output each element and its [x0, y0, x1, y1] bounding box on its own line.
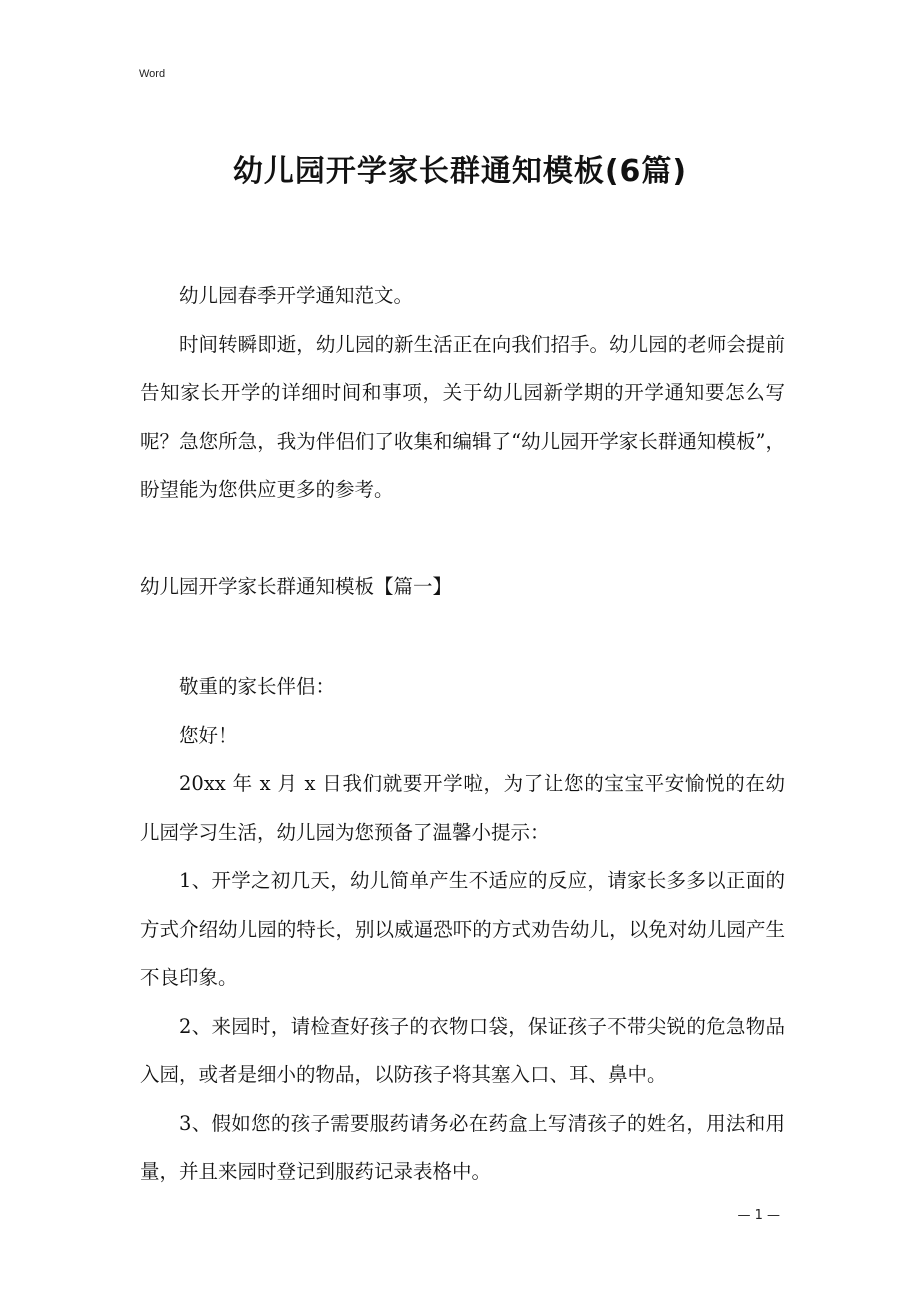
- letter-paragraph: 20xx 年 x 月 x 日我们就要开学啦，为了让您的宝宝平安愉悦的在幼儿园学习生活，幼儿园为您预备了温馨小提示：: [140, 772, 785, 844]
- letter-paragraph: 1、开学之初几天，幼儿简单产生不适应的反应，请家长多多以正面的方式介绍幼儿园的特长，别以威逼恐吓的方式劝告幼儿，以免对幼儿园产生不良印象。: [140, 869, 785, 989]
- letter-greeting: 您好！: [179, 723, 238, 747]
- section-spacer: [140, 515, 785, 563]
- letter-paragraph: 2、来园时，请检查好孩子的衣物口袋，保证孩子不带尖锐的危急物品入园，或者是细小的物品，以防孩子将其塞入口、耳、鼻中。: [140, 1014, 785, 1086]
- document-body: [140, 272, 785, 1197]
- section-heading: 幼儿园开学家长群通知模板【篇一】: [140, 574, 453, 598]
- header-label: Word: [139, 68, 166, 80]
- section-spacer: [140, 611, 785, 663]
- document-title: 幼儿园开学家长群通知模板(6篇): [232, 154, 688, 189]
- intro-paragraph: 幼儿园春季开学通知范文。: [179, 284, 414, 307]
- intro-paragraph: 时间转瞬即逝，幼儿园的新生活正在向我们招手。幼儿园的老师会提前告知家长开学的详细时间和事项，关于幼儿园新学期的开学通知要怎么写呢？急您所急，我为伴侣们了收集和编辑了“幼儿园开学家长群通知模板”，盼望能为您供应更多的参考。: [140, 332, 785, 501]
- page-number: — 1 —: [737, 1208, 780, 1223]
- letter-salutation: 敬重的家长伴侣：: [179, 675, 336, 698]
- letter-paragraph: 3、假如您的孩子需要服药请务必在药盒上写清孩子的姓名，用法和用量，并且来园时登记到服药记录表格中。: [140, 1111, 785, 1183]
